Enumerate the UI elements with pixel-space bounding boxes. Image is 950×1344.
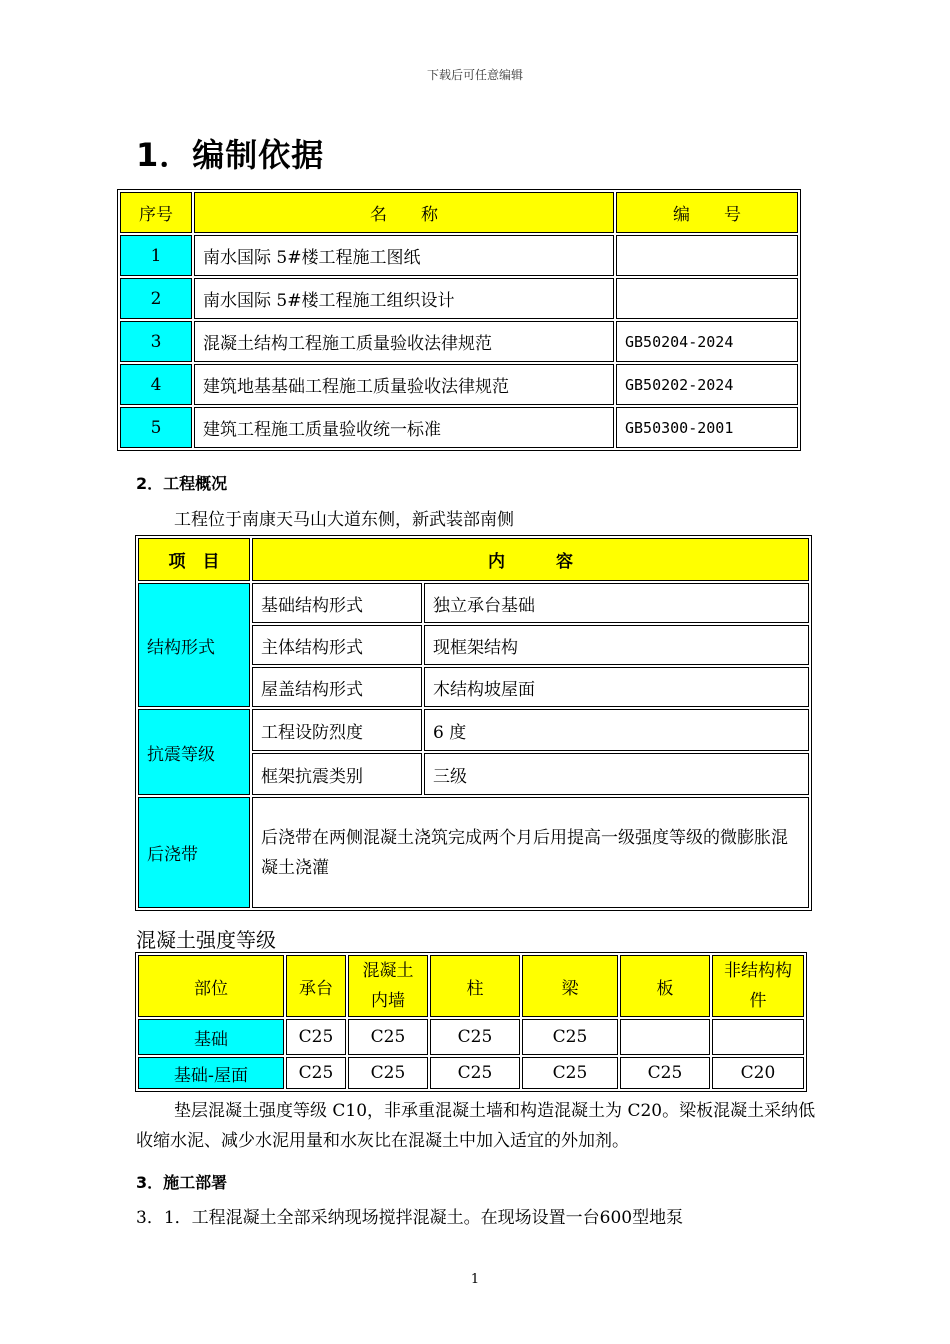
strength-cell: C25 (522, 1057, 618, 1089)
basis-header-code: 编 号 (616, 192, 798, 233)
strength-title: 混凝土强度等级 (136, 928, 276, 952)
strength-header: 板 (620, 955, 710, 1017)
basis-no: 4 (120, 364, 192, 405)
strength-cell: C25 (286, 1057, 346, 1089)
basis-name: 南水国际 5#楼工程施工组织设计 (194, 278, 614, 319)
basis-code: GB50204-2024 (616, 321, 798, 362)
basis-name: 南水国际 5#楼工程施工图纸 (194, 235, 614, 276)
basis-name: 混凝土结构工程施工质量验收法律规范 (194, 321, 614, 362)
group-seismic-label: 抗震等级 (138, 709, 250, 795)
overview-value: 6 度 (424, 709, 809, 751)
overview-key: 基础结构形式 (252, 583, 422, 623)
basis-code (616, 235, 798, 276)
table-row (120, 278, 798, 319)
strength-cell (712, 1019, 804, 1055)
group-postpour-label: 后浇带 (138, 797, 250, 908)
table-row (120, 364, 798, 405)
basis-name: 建筑工程施工质量验收统一标准 (194, 407, 614, 448)
basis-table (117, 189, 801, 451)
strength-note: 垫层混凝土强度等级 C10，非承重混凝土墙和构造混凝土为 C20。梁板混凝土采纳低收缩水泥、减少水泥用量和水灰比在混凝土中加入适宜的外加剂。 (136, 1101, 816, 1151)
postpour-text: 后浇带在两侧混凝土浇筑完成两个月后用提高一级强度等级的微膨胀混凝土浇灌 (252, 797, 809, 908)
strength-part: 基础-屋面 (138, 1057, 284, 1089)
overview-key: 屋盖结构形式 (252, 667, 422, 707)
strength-cell: C25 (348, 1057, 428, 1089)
strength-header: 梁 (522, 955, 618, 1017)
basis-code (616, 278, 798, 319)
basis-no: 3 (120, 321, 192, 362)
basis-code: GB50202-2024 (616, 364, 798, 405)
strength-header: 部位 (138, 955, 284, 1017)
strength-header: 非结构构件 (712, 955, 804, 1017)
strength-cell: C25 (522, 1019, 618, 1055)
table-row (138, 1019, 804, 1055)
table-row (120, 407, 798, 448)
overview-header-content: 内 容 (252, 538, 809, 581)
overview-key: 框架抗震类别 (252, 753, 422, 795)
overview-value: 独立承台基础 (424, 583, 809, 623)
overview-key: 主体结构形式 (252, 625, 422, 665)
table-row (120, 321, 798, 362)
overview-header-item: 项 目 (138, 538, 250, 581)
strength-table (135, 952, 807, 1092)
section3-paragraph: 3．1．工程混凝土全部采纳现场搅拌混凝土。在现场设置一台600型地泵 (136, 1208, 684, 1228)
section3-title: 3．施工部署 (136, 1173, 228, 1192)
basis-code: GB50300-2001 (616, 407, 798, 448)
overview-key: 工程设防烈度 (252, 709, 422, 751)
strength-cell: C25 (348, 1019, 428, 1055)
strength-header: 承台 (286, 955, 346, 1017)
basis-no: 1 (120, 235, 192, 276)
table-row (120, 235, 798, 276)
page-number: 1 (470, 1272, 480, 1287)
overview-value: 现框架结构 (424, 625, 809, 665)
section1-title: 1．编制依据 (136, 136, 325, 174)
overview-value: 木结构坡屋面 (424, 667, 809, 707)
basis-header-name: 名 称 (194, 192, 614, 233)
strength-cell: C25 (286, 1019, 346, 1055)
basis-no: 2 (120, 278, 192, 319)
basis-name: 建筑地基基础工程施工质量验收法律规范 (194, 364, 614, 405)
overview-table (135, 535, 812, 911)
strength-cell: C25 (430, 1019, 520, 1055)
strength-part: 基础 (138, 1019, 284, 1055)
strength-header: 柱 (430, 955, 520, 1017)
basis-no: 5 (120, 407, 192, 448)
section2-intro: 工程位于南康天马山大道东侧，新武装部南侧 (174, 510, 514, 530)
strength-cell: C25 (430, 1057, 520, 1089)
group-structure-label: 结构形式 (138, 583, 250, 707)
section2-title: 2．工程概况 (136, 474, 228, 493)
strength-cell: C20 (712, 1057, 804, 1089)
table-row (138, 1057, 804, 1089)
strength-cell: C25 (620, 1057, 710, 1089)
strength-cell (620, 1019, 710, 1055)
header-note: 下载后可任意编辑 (426, 68, 523, 82)
strength-header: 混凝土内墙 (348, 955, 428, 1017)
overview-value: 三级 (424, 753, 809, 795)
basis-header-no: 序号 (120, 192, 192, 233)
